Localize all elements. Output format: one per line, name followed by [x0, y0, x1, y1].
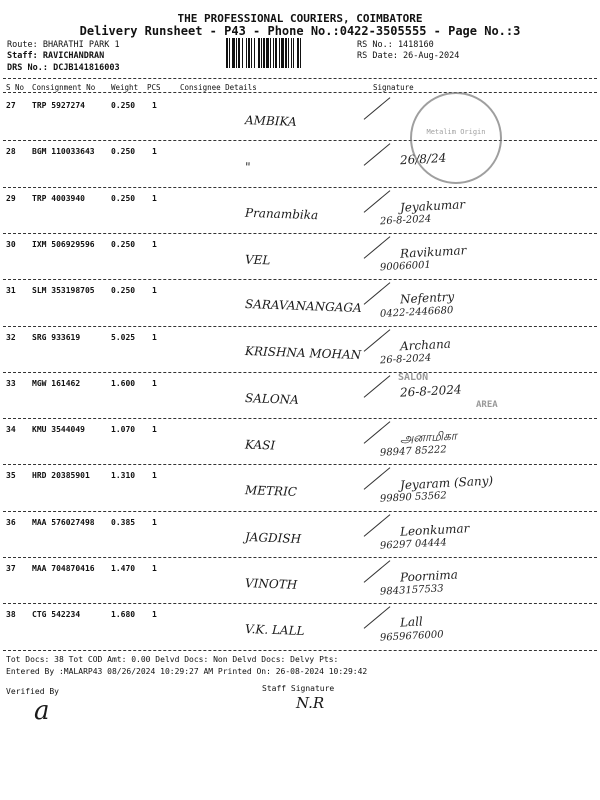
row-consignment: MAA 704870416: [32, 564, 95, 573]
row-consignee-handwritten: AMBIKA: [244, 113, 297, 129]
row-sno: 38: [6, 610, 16, 620]
row-consignment: TRP 4003940: [32, 193, 85, 203]
row-consignment: SLM 353198705: [32, 286, 95, 296]
signature-stroke: [364, 282, 391, 305]
row-weight: 1.600: [111, 378, 136, 388]
signature-stroke: [364, 375, 391, 398]
row-consignment: SRG 933619: [32, 332, 81, 342]
row-weight: 1.680: [111, 610, 136, 620]
row-consignee-handwritten: Pranambika: [244, 205, 319, 222]
row-signature: Leonkumar: [399, 520, 470, 539]
row-weight: 0.250: [111, 286, 136, 296]
row-weight: 0.250: [111, 239, 136, 249]
row-signature-note: 26-8-2024: [379, 213, 432, 227]
verified-signature: a: [34, 696, 50, 726]
row-separator: [3, 557, 597, 558]
column-header-rule: [3, 92, 597, 93]
row-consignee-handwritten: METRIC: [244, 483, 298, 500]
barcode-bar: [301, 38, 303, 68]
rs-number: RS No.: 1418160: [357, 40, 434, 50]
row-pcs: 1: [152, 425, 157, 435]
drs-label: DRS No.:: [7, 63, 48, 73]
row-weight: 0.385: [111, 517, 136, 527]
row-separator: [3, 372, 597, 373]
staff-row: [7, 51, 104, 61]
row-consignment: MGW 161462: [32, 378, 81, 388]
company-stamp: [410, 92, 502, 184]
row-separator: [3, 418, 597, 419]
row-pcs: 1: [152, 286, 157, 296]
rs-date: RS Date: 26-Aug-2024: [357, 51, 460, 61]
signature-stroke: [364, 329, 391, 352]
row-weight: 1.470: [111, 564, 136, 573]
row-sno: 32: [6, 332, 16, 342]
row-pcs: 1: [152, 517, 157, 527]
signature-stroke: [364, 143, 391, 166]
signature-stroke: [364, 190, 391, 213]
salon-stamp: SALON: [398, 372, 429, 383]
row-consignee-handwritten: SARAVANANGAGA: [244, 297, 362, 316]
row-consignee-handwritten: V.K. LALL: [244, 622, 305, 639]
barcode: [226, 38, 352, 68]
company-title: THE PROFESSIONAL COURIERS, COIMBATORE: [177, 12, 423, 25]
row-consignee-handwritten: VEL: [244, 252, 271, 268]
signature-stroke: [364, 606, 391, 629]
row-signature: Lall: [399, 614, 424, 630]
col-consignment: Consignment No: [32, 83, 96, 92]
row-separator: [3, 650, 597, 651]
drs-row: [7, 63, 120, 73]
row-signature: Archana: [399, 336, 452, 353]
row-separator: [3, 511, 597, 512]
row-signature-note: 96297 04444: [379, 536, 448, 552]
area-stamp: AREA: [476, 400, 498, 410]
row-weight: 0.250: [111, 193, 136, 203]
row-consignee-handwritten: ": [244, 160, 251, 175]
row-signature: 26-8-2024: [399, 382, 462, 400]
row-separator: [3, 140, 597, 141]
row-pcs: 1: [152, 147, 157, 157]
row-sno: 27: [6, 101, 16, 110]
row-pcs: 1: [152, 564, 157, 573]
signature-stroke: [364, 236, 391, 259]
col-sno: S No: [6, 83, 25, 92]
row-signature: Poornima: [399, 567, 459, 585]
row-signature-note: 90066001: [379, 259, 432, 274]
row-signature-note: 99890 53562: [379, 490, 448, 506]
signature-stroke: [364, 560, 391, 583]
row-signature: Nefentry: [399, 289, 455, 307]
row-consignee-handwritten: SALONA: [244, 390, 300, 407]
row-signature: அனாமிகா: [399, 428, 458, 446]
row-pcs: 1: [152, 193, 157, 203]
entered-by-line: Entered By :MALARP43 08/26/2024 10:29:27 AM Printed On: 26-08-2024 10:29:42: [6, 667, 368, 676]
row-separator: [3, 279, 597, 280]
row-signature-note: 98947 85222: [379, 444, 448, 459]
row-sno: 37: [6, 564, 16, 573]
row-pcs: 1: [152, 378, 157, 388]
row-pcs: 1: [152, 471, 157, 481]
totals-line: Tot Docs: 38 Tot COD Amt: 0.00 Delvd Docs: Non Delvd Docs: Delvy Pts:: [6, 655, 339, 664]
staff-label: Staff:: [7, 51, 38, 61]
row-separator: [3, 326, 597, 327]
row-separator: [3, 603, 597, 604]
row-signature: Jeyakumar: [399, 196, 466, 215]
row-consignee-handwritten: VINOTH: [244, 576, 298, 592]
verified-by-label: Verified By: [6, 687, 59, 696]
row-pcs: 1: [152, 239, 157, 249]
staff-name: RAVICHANDRAN: [42, 51, 105, 61]
row-consignment: KMU 3544049: [32, 425, 85, 435]
row-sno: 34: [6, 425, 16, 435]
signature-stroke: [364, 514, 391, 537]
stamp-text: Metalim Origin: [426, 128, 486, 136]
row-pcs: 1: [152, 332, 157, 342]
row-consignment: HRD 20385901: [32, 471, 90, 481]
row-sno: 28: [6, 147, 16, 157]
route-label: Route: BHARATHI PARK 1: [7, 40, 120, 50]
row-pcs: 1: [152, 610, 157, 620]
signature-stroke: [364, 97, 391, 120]
row-weight: 0.250: [111, 147, 136, 157]
col-signature: Signature: [373, 83, 414, 92]
signature-stroke: [364, 421, 391, 444]
row-signature-note: 9659676000: [379, 629, 444, 644]
row-sno: 30: [6, 239, 16, 249]
header-rule: [3, 78, 597, 79]
row-weight: 1.310: [111, 471, 136, 481]
row-signature: Jeyaram (Sany): [399, 473, 494, 493]
staff-signature-label: Staff Signature: [262, 684, 335, 693]
row-consignment: TRP 5927274: [32, 101, 85, 110]
row-consignment: BGM 110033643: [32, 147, 95, 157]
row-sno: 33: [6, 378, 16, 388]
row-signature: 26/8/24: [399, 151, 447, 168]
row-weight: 5.025: [111, 332, 136, 342]
row-consignment: MAA 576027498: [32, 517, 95, 527]
row-signature: Ravikumar: [399, 243, 467, 261]
col-pcs: PCS: [147, 83, 161, 92]
signature-stroke: [364, 468, 391, 491]
row-consignee-handwritten: JAGDISH: [244, 529, 302, 546]
row-sno: 31: [6, 286, 16, 296]
row-weight: 1.070: [111, 425, 136, 435]
row-consignee-handwritten: KASI: [244, 437, 276, 453]
row-signature-note: 26-8-2024: [379, 352, 432, 366]
drs-number: DCJB141816003: [53, 63, 120, 73]
row-separator: [3, 233, 597, 234]
row-separator: [3, 464, 597, 465]
col-consignee: Consignee Details: [180, 83, 257, 92]
col-weight: Weight: [111, 83, 139, 92]
runsheet-title: Delivery Runsheet - P43 - Phone No.:0422-3505555 - Page No.:3: [79, 24, 521, 38]
row-sno: 36: [6, 517, 16, 527]
row-consignment: IXM 506929596: [32, 239, 95, 249]
staff-signature-mark: N.R: [296, 694, 325, 712]
row-consignment: CTG 542234: [32, 610, 81, 620]
row-sno: 29: [6, 193, 16, 203]
row-pcs: 1: [152, 101, 157, 110]
row-signature-note: 0422-2446680: [379, 305, 454, 321]
row-sno: 35: [6, 471, 16, 481]
row-separator: [3, 187, 597, 188]
row-signature-note: 9843157533: [379, 583, 444, 598]
row-weight: 0.250: [111, 101, 136, 110]
row-consignee-handwritten: KRISHNA MOHAN: [244, 343, 362, 362]
